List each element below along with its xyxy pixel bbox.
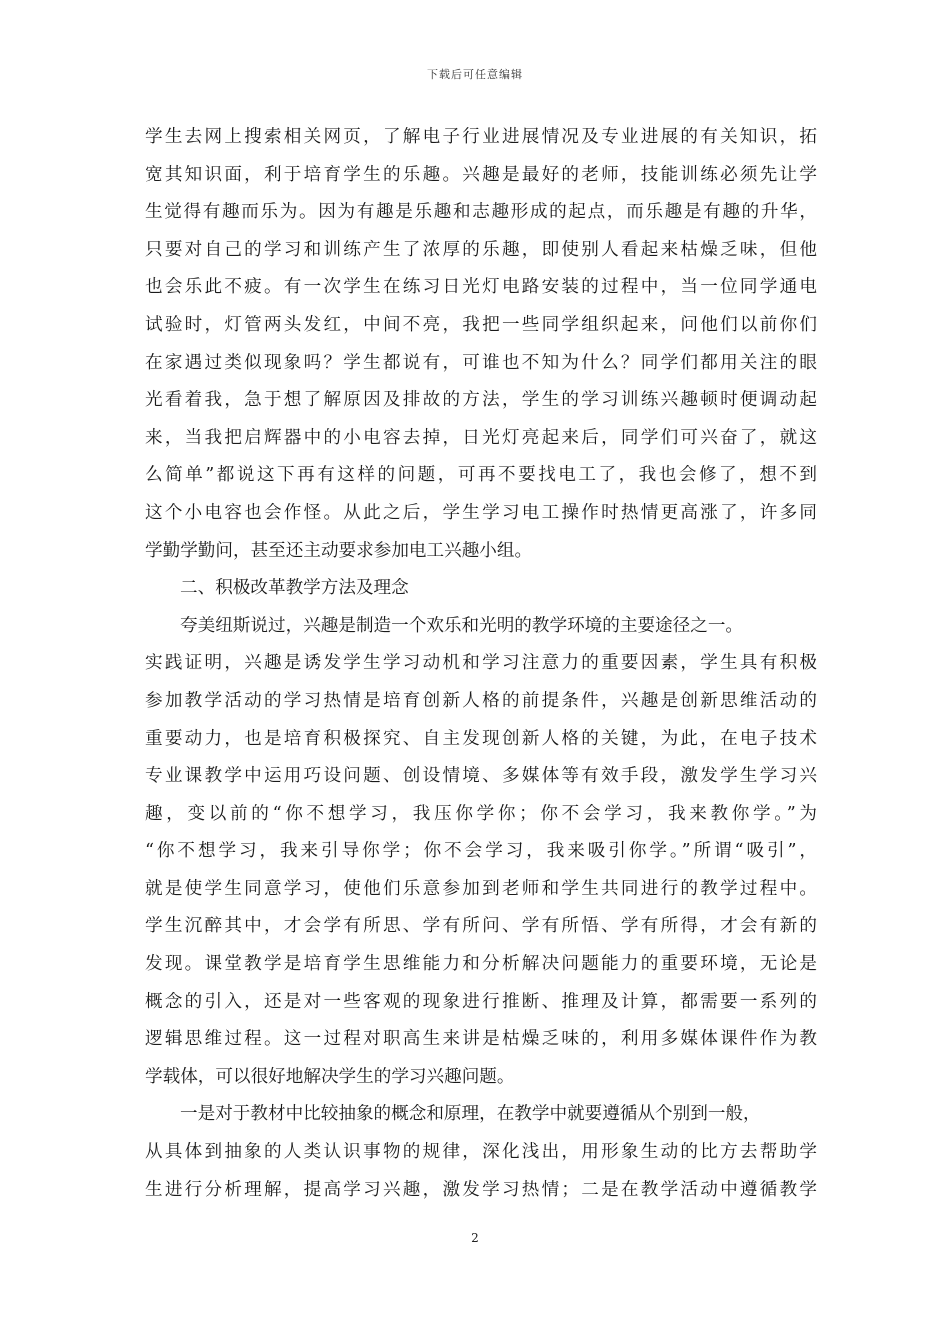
text-line: 生进行分析理解，提高学习兴趣，激发学习热情；二是在教学活动中遵循教学 [145,1179,817,1200]
text-line: 这个小电容也会作怪。从此之后，学生学习电工操作时热情更高涨了，许多同 [145,502,817,523]
text-line: “你不想学习，我来引导你学；你不会学习，我来吸引你学。”所谓“吸引”， [145,841,817,862]
text-line: 么简单”都说这下再有这样的问题，可再不要找电工了，我也会修了，想不到 [145,465,817,486]
section-heading: 二、积极改革教学方法及理念 [180,578,409,599]
text-line: 趣，变以前的“你不想学习，我压你学你；你不会学习，我来教你学。”为 [145,803,817,824]
page-header: 下载后可任意编辑 [427,68,523,81]
text-line: 就是使学生同意学习，使他们乐意参加到老师和学生共同进行的教学过程中。 [145,878,817,899]
text-line: 逻辑思维过程。这一过程对职高生来讲是枯燥乏味的，利用多媒体课件作为教 [145,1029,817,1050]
text-line: 学载体，可以很好地解决学生的学习兴趣问题。 [145,1066,515,1087]
text-line: 概念的引入，还是对一些客观的现象进行推断、推理及计算，都需要一系列的 [145,991,817,1012]
text-line: 试验时，灯管两头发红，中间不亮，我把一些同学组织起来，问他们以前你们 [145,314,817,335]
document-body [145,119,817,1209]
text-line: 生觉得有趣而乐为。因为有趣是乐趣和志趣形成的起点，而乐趣是有趣的升华， [145,202,817,223]
text-line: 专业课教学中运用巧设问题、创设情境、多媒体等有效手段，激发学生学习兴 [145,766,817,787]
text-line: 光看着我，急于想了解原因及排故的方法，学生的学习训练兴趣顿时便调动起 [145,390,817,411]
text-line: 学生去网上搜索相关网页，了解电子行业进展情况及专业进展的有关知识，拓 [145,127,817,147]
text-line: 在家遇过类似现象吗？学生都说有，可谁也不知为什么？同学们都用关注的眼 [145,352,817,373]
text-line: 学生沉醉其中，才会学有所思、学有所问、学有所悟、学有所得，才会有新的 [145,916,817,937]
text-line: 实践证明，兴趣是诱发学生学习动机和学习注意力的重要因素，学生具有积极 [145,653,817,674]
text-line: 学勤学勤问，甚至还主动要求参加电工兴趣小组。 [145,540,533,561]
text-line: 来，当我把启辉器中的小电容去掉，日光灯亮起来后，同学们可兴奋了，就这 [145,427,817,448]
text-line: 参加教学活动的学习热情是培育创新人格的前提条件，兴趣是创新思维活动的 [145,690,817,711]
text-line: 发现。课堂教学是培育学生思维能力和分析解决问题能力的重要环境，无论是 [145,954,817,975]
page-number: 2 [471,1231,479,1245]
text-line: 也会乐此不疲。有一次学生在练习日光灯电路安装的过程中，当一位同学通电 [145,277,817,298]
text-line: 夸美纽斯说过，兴趣是制造一个欢乐和光明的教学环境的主要途径之一。 [180,615,744,636]
text-line: 从具体到抽象的人类认识事物的规律，深化浅出，用形象生动的比方去帮助学 [145,1142,817,1163]
text-line: 重要动力，也是培育积极探究、自主发现创新人格的关键，为此，在电子技术 [145,728,817,749]
text-line: 一是对于教材中比较抽象的概念和原理，在教学中就要遵循从个别到一般， [180,1104,761,1125]
text-line: 只要对自己的学习和训练产生了浓厚的乐趣，即使别人看起来枯燥乏味，但他 [145,239,817,260]
text-line: 宽其知识面，利于培育学生的乐趣。兴趣是最好的老师，技能训练必须先让学 [145,164,817,185]
